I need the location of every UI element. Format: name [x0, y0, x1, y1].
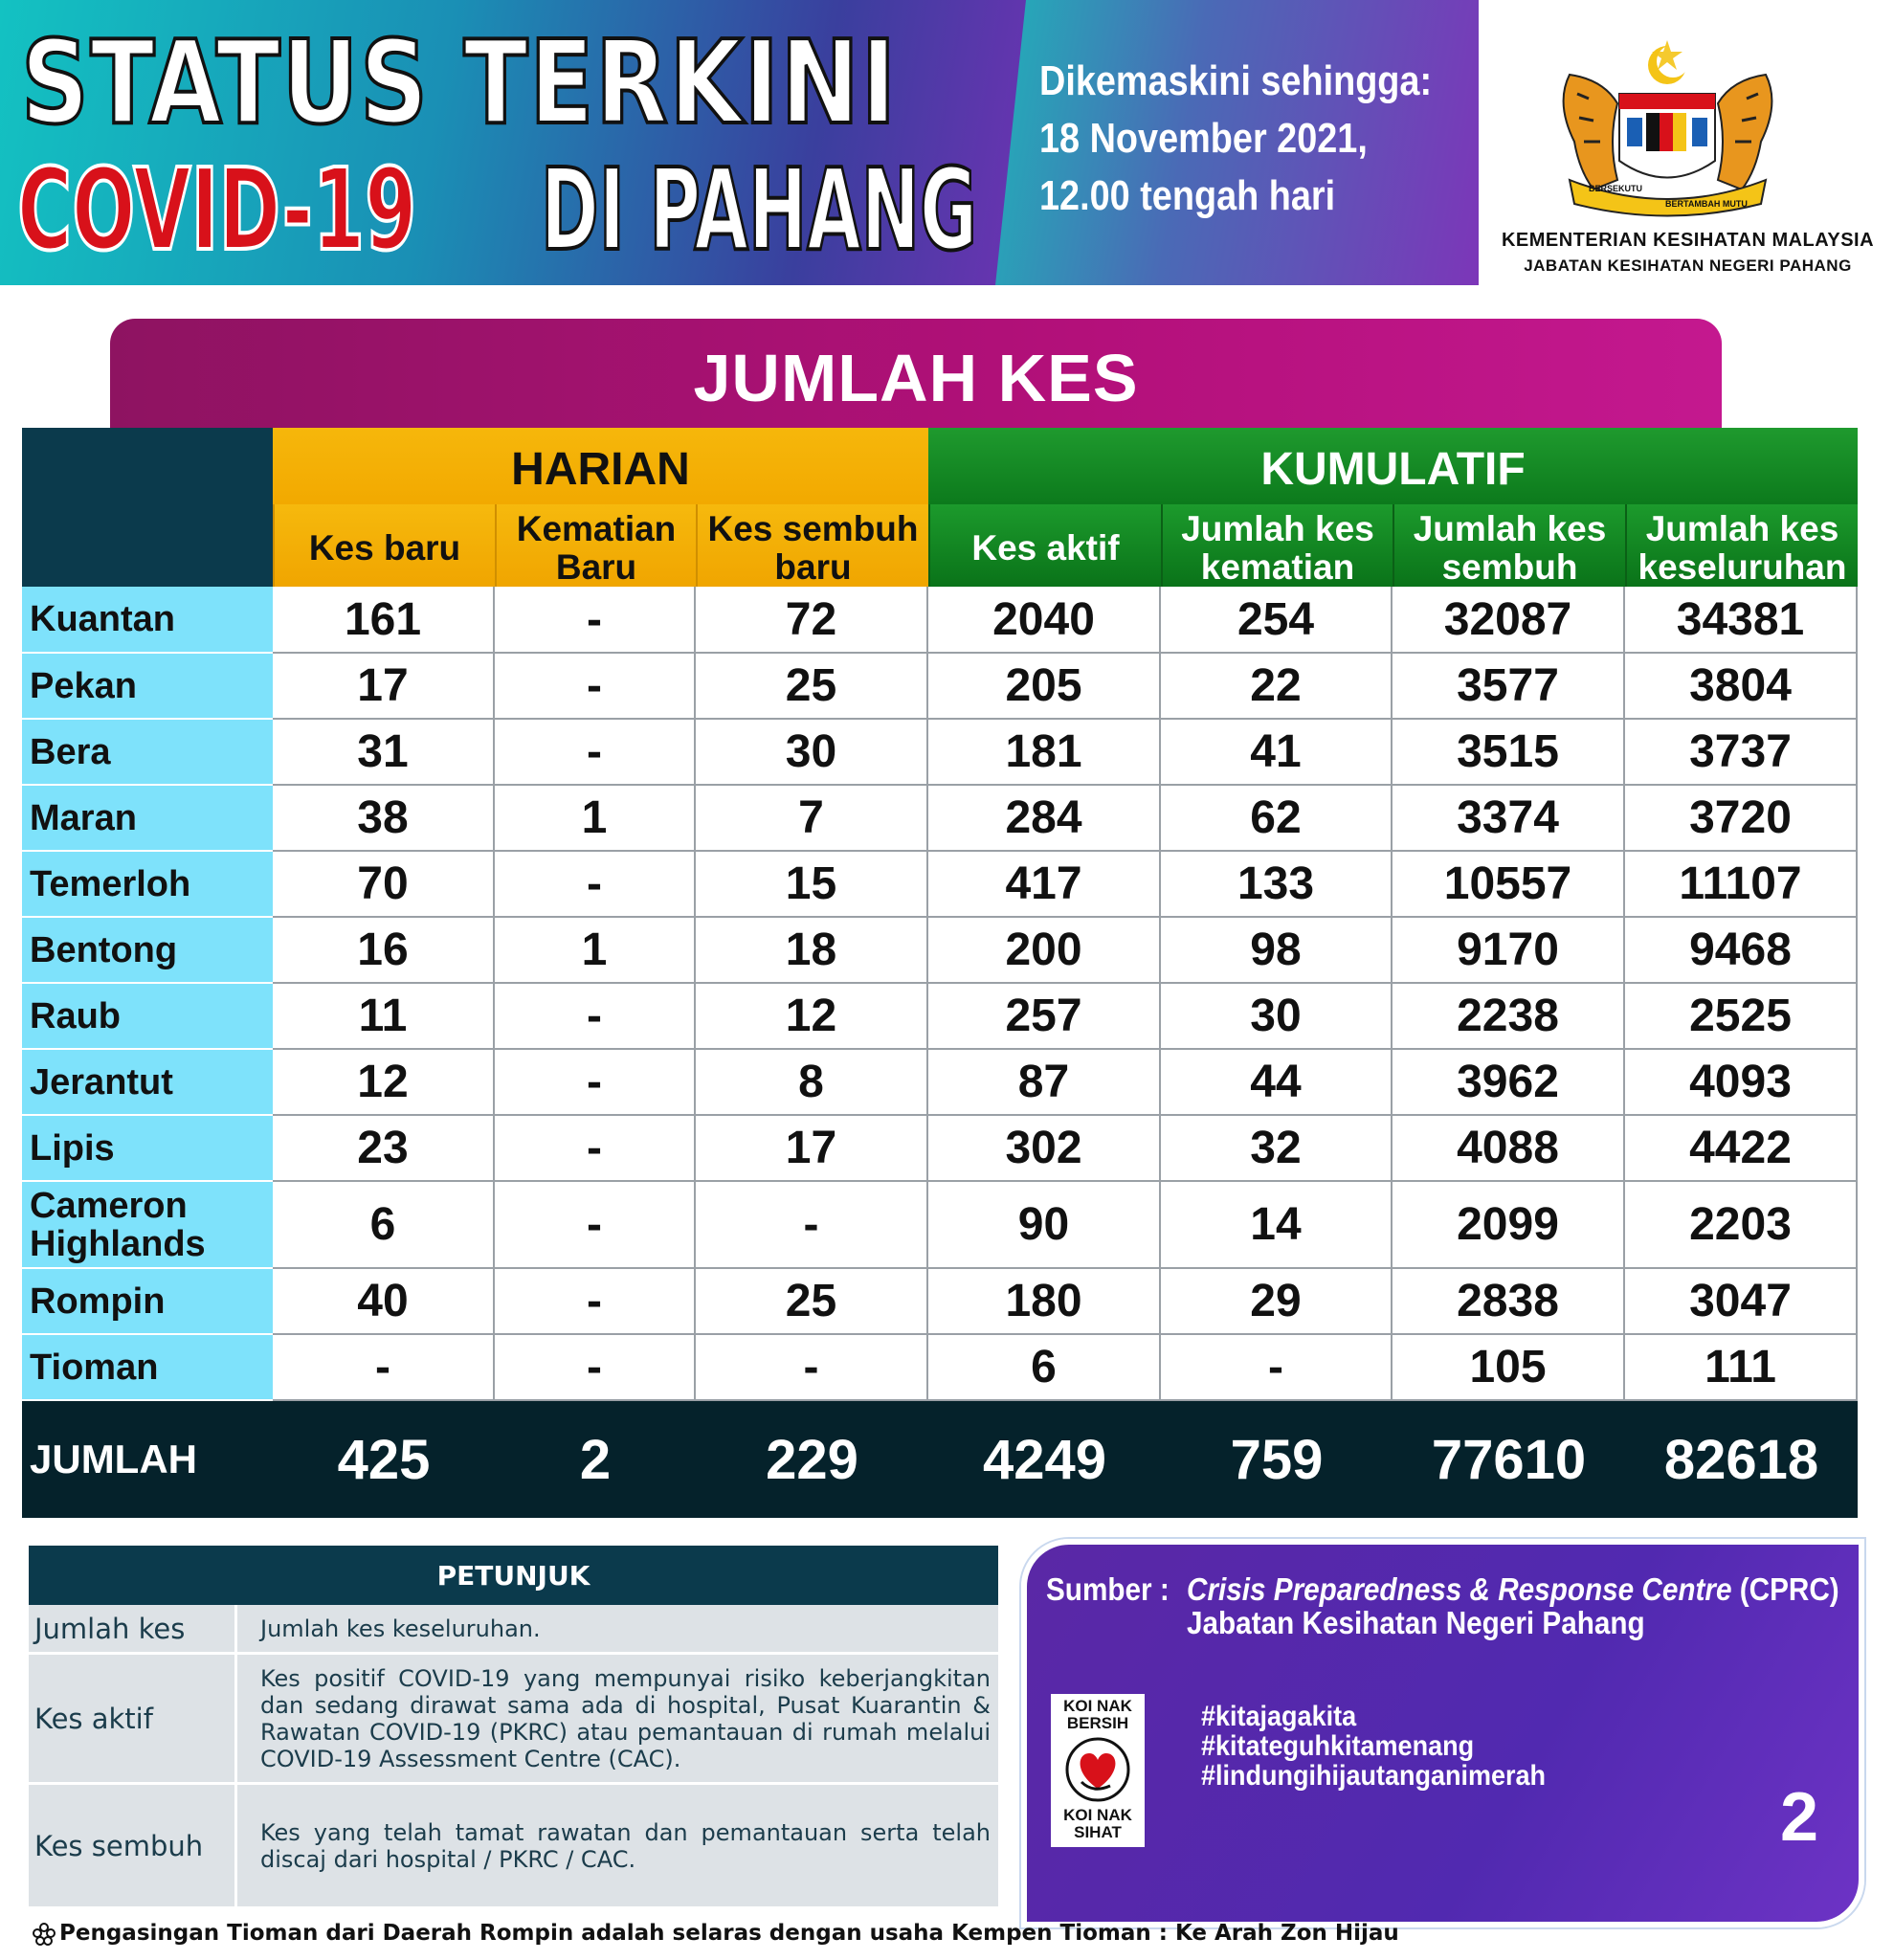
district-name: Cameron Highlands — [22, 1182, 273, 1269]
col-kes-baru: Kes baru — [273, 504, 495, 587]
table-cell: 98 — [1161, 918, 1393, 984]
table-cell: 1 — [495, 786, 696, 852]
title-status-terkini: STATUS TERKINI — [21, 17, 898, 150]
district-name: Pekan — [22, 654, 273, 720]
district-name: Jerantut — [22, 1050, 273, 1116]
table-cell: 3047 — [1625, 1269, 1858, 1335]
table-cell: - — [495, 984, 696, 1050]
table-cell: 32 — [1161, 1116, 1393, 1182]
table-cell: 4093 — [1625, 1050, 1858, 1116]
koi-logo-bottom-text — [1051, 1807, 1145, 1841]
table-cell: 4422 — [1625, 1116, 1858, 1182]
koi-bottom-line2: SIHAT — [1074, 1823, 1122, 1841]
table-cell: 25 — [696, 1269, 928, 1335]
table-cell: 70 — [273, 852, 495, 918]
hashtag-kitajagakita: #kitajagakita — [1201, 1701, 1357, 1732]
table-corner — [22, 428, 273, 587]
table-cell: 15 — [696, 852, 928, 918]
table-cell: 3515 — [1393, 720, 1625, 786]
source-cprc-name: Crisis Preparedness & Response Centre — [1187, 1571, 1732, 1607]
table-cell: 284 — [928, 786, 1161, 852]
table-cell: - — [495, 852, 696, 918]
table-cell: 2525 — [1625, 984, 1858, 1050]
col-kes-sembuh-baru: Kes sembuh baru — [696, 504, 928, 587]
table-cell: - — [495, 1335, 696, 1401]
table-cell: 2040 — [928, 587, 1161, 654]
table-cell: - — [495, 587, 696, 654]
table-cell: 6 — [273, 1182, 495, 1269]
col-jumlah-keseluruhan: Jumlah kes keseluruhan — [1625, 504, 1858, 587]
koi-top-line2: BERSIH — [1066, 1714, 1129, 1732]
source-cprc — [1187, 1571, 1839, 1608]
table-cell: 8 — [696, 1050, 928, 1116]
table-cell: 133 — [1161, 852, 1393, 918]
table-cell: 3962 — [1393, 1050, 1625, 1116]
source-department: Jabatan Kesihatan Negeri Pahang — [1187, 1605, 1645, 1640]
table-cell: 161 — [273, 587, 495, 654]
table-cell: 3577 — [1393, 654, 1625, 720]
table-cell: 25 — [696, 654, 928, 720]
page-number: 2 — [1780, 1779, 1819, 1856]
table-cell: 3720 — [1625, 786, 1858, 852]
table-cell: - — [495, 1116, 696, 1182]
table-cell: 41 — [1161, 720, 1393, 786]
table-cell: 14 — [1161, 1182, 1393, 1269]
table-cell: 29 — [1161, 1269, 1393, 1335]
title-di-pahang: DI PAHANG — [541, 144, 978, 276]
emblem-ribbon-right: BERTAMBAH MUTU — [1665, 199, 1748, 209]
table-cell: 180 — [928, 1269, 1161, 1335]
district-name: Rompin — [22, 1269, 273, 1335]
table-cell: - — [495, 720, 696, 786]
table-cell: - — [1161, 1335, 1393, 1401]
col-kematian-baru: Kematian Baru — [495, 504, 696, 587]
table-cell: 7 — [696, 786, 928, 852]
legend-title: PETUNJUK — [29, 1546, 998, 1605]
table-cell: 34381 — [1625, 587, 1858, 654]
table-cell: - — [495, 654, 696, 720]
table-cell: 9468 — [1625, 918, 1858, 984]
koi-nak-logo — [1051, 1694, 1145, 1847]
koi-bottom-line1: KOI NAK — [1063, 1806, 1132, 1824]
table-cell: - — [696, 1335, 928, 1401]
harian-label: HARIAN — [511, 444, 690, 495]
table-cell: 2238 — [1393, 984, 1625, 1050]
total-cell: 425 — [337, 1428, 431, 1491]
legend-term-kes-aktif: Kes aktif — [29, 1655, 234, 1785]
table-cell: 12 — [273, 1050, 495, 1116]
hashtag-kitateguhkitamenang: #kitateguhkitamenang — [1201, 1730, 1475, 1762]
legend-def-kes-aktif: Kes positif COVID-19 yang mempunyai risiko keberjangkitan dan sedang dirawat sama ada di hospital, Pusat Kuarantin & Rawatan COVID-19 (PKRC) atau pemantauan di rumah melalui COVID-19 Assessment Centre (CAC). — [234, 1655, 998, 1785]
kumulatif-group-header — [928, 428, 1858, 504]
table-cell: 16 — [273, 918, 495, 984]
col-kes-aktif: Kes aktif — [928, 504, 1161, 587]
district-name: Maran — [22, 786, 273, 852]
table-cell: 23 — [273, 1116, 495, 1182]
table-cell: 44 — [1161, 1050, 1393, 1116]
table-cell: 30 — [1161, 984, 1393, 1050]
table-cell: 1 — [495, 918, 696, 984]
table-cell: 9170 — [1393, 918, 1625, 984]
district-name: Bera — [22, 720, 273, 786]
table-cell: 30 — [696, 720, 928, 786]
table-cell: 10557 — [1393, 852, 1625, 918]
table-cell: 12 — [696, 984, 928, 1050]
total-cell: 229 — [766, 1428, 858, 1491]
legend-def-kes-sembuh: Kes yang telah tamat rawatan dan pemantauan serta telah discaj dari hospital / PKRC / CAC. — [234, 1785, 998, 1909]
emblem-ribbon-left: BERSEKUTU — [1589, 184, 1643, 193]
total-cell: 82618 — [1663, 1428, 1819, 1491]
district-name: Lipis — [22, 1116, 273, 1182]
table-cell: 22 — [1161, 654, 1393, 720]
table-cell: 4088 — [1393, 1116, 1625, 1182]
hashtag-list — [1201, 1702, 1546, 1791]
update-label: Dikemaskini sehingga: — [1039, 57, 1433, 104]
table-cell: 417 — [928, 852, 1161, 918]
total-cell: 4249 — [982, 1428, 1107, 1491]
table-cell: 17 — [696, 1116, 928, 1182]
col-jumlah-sembuh: Jumlah kes sembuh — [1393, 504, 1625, 587]
table-cell: 72 — [696, 587, 928, 654]
table-cell: 87 — [928, 1050, 1161, 1116]
table-cell: 2099 — [1393, 1182, 1625, 1269]
table-cell: 32087 — [1393, 587, 1625, 654]
total-cell: 2 — [579, 1428, 612, 1491]
district-name: Temerloh — [22, 852, 273, 918]
heart-hand-icon — [1064, 1736, 1131, 1803]
flower-icon — [33, 1923, 56, 1946]
table-cell: - — [495, 1182, 696, 1269]
table-cell: - — [273, 1335, 495, 1401]
table-cell: 205 — [928, 654, 1161, 720]
table-cell: 62 — [1161, 786, 1393, 852]
department-name: JABATAN KESIHATAN NEGERI PAHANG — [1524, 256, 1852, 275]
table-cell: 111 — [1625, 1335, 1858, 1401]
table-cell: 38 — [273, 786, 495, 852]
table-cell: 3374 — [1393, 786, 1625, 852]
source-label: Sumber : — [1046, 1571, 1170, 1607]
table-cell: 105 — [1393, 1335, 1625, 1401]
table-cell: 40 — [273, 1269, 495, 1335]
footnote: Pengasingan Tioman dari Daerah Rompin adalah selaras dengan usaha Kempen Tioman : Ke Arah Zon Hijau — [59, 1921, 1399, 1946]
table-cell: 11 — [273, 984, 495, 1050]
source-cprc-abbr: (CPRC) — [1731, 1571, 1839, 1607]
district-name: Raub — [22, 984, 273, 1050]
table-cell: - — [495, 1050, 696, 1116]
district-name: Tioman — [22, 1335, 273, 1401]
table-cell: 31 — [273, 720, 495, 786]
malaysia-coat-of-arms-icon — [1550, 36, 1785, 218]
table-cell: - — [696, 1182, 928, 1269]
total-cell: 77610 — [1431, 1428, 1587, 1491]
update-time: 12.00 tengah hari — [1039, 172, 1336, 219]
table-cell: 181 — [928, 720, 1161, 786]
harian-group-header — [273, 428, 928, 504]
table-cell: 90 — [928, 1182, 1161, 1269]
legend-term-jumlah-kes: Jumlah kes — [29, 1605, 234, 1655]
district-name: Kuantan — [22, 587, 273, 654]
table-cell: 2203 — [1625, 1182, 1858, 1269]
table-cell: 6 — [928, 1335, 1161, 1401]
table-cell: 254 — [1161, 587, 1393, 654]
table-cell: 18 — [696, 918, 928, 984]
table-cell: 200 — [928, 918, 1161, 984]
legend-def-jumlah-kes: Jumlah kes keseluruhan. — [234, 1605, 998, 1655]
table-cell: 11107 — [1625, 852, 1858, 918]
table-cell: 3737 — [1625, 720, 1858, 786]
table-cell: 302 — [928, 1116, 1161, 1182]
table-cell: - — [495, 1269, 696, 1335]
district-name: Bentong — [22, 918, 273, 984]
total-label: JUMLAH — [30, 1437, 197, 1481]
ministry-name: KEMENTERIAN KESIHATAN MALAYSIA — [1501, 230, 1875, 251]
col-jumlah-kematian: Jumlah kes kematian — [1161, 504, 1393, 587]
table-cell: 257 — [928, 984, 1161, 1050]
hashtag-lindungihijau: #lindungihijautanganimerah — [1201, 1760, 1547, 1792]
table-cell: 2838 — [1393, 1269, 1625, 1335]
jumlah-kes-title: JUMLAH KES — [693, 341, 1139, 415]
table-cell: 17 — [273, 654, 495, 720]
title-covid: COVID-19 — [17, 144, 417, 276]
update-date: 18 November 2021, — [1039, 115, 1368, 162]
legend-term-kes-sembuh: Kes sembuh — [29, 1785, 234, 1909]
update-info — [1039, 53, 1432, 225]
kumulatif-label: KUMULATIF — [1260, 444, 1526, 495]
koi-logo-top-text — [1051, 1698, 1145, 1732]
table-cell: 3804 — [1625, 654, 1858, 720]
total-cell: 759 — [1230, 1428, 1324, 1491]
koi-top-line1: KOI NAK — [1063, 1697, 1132, 1715]
